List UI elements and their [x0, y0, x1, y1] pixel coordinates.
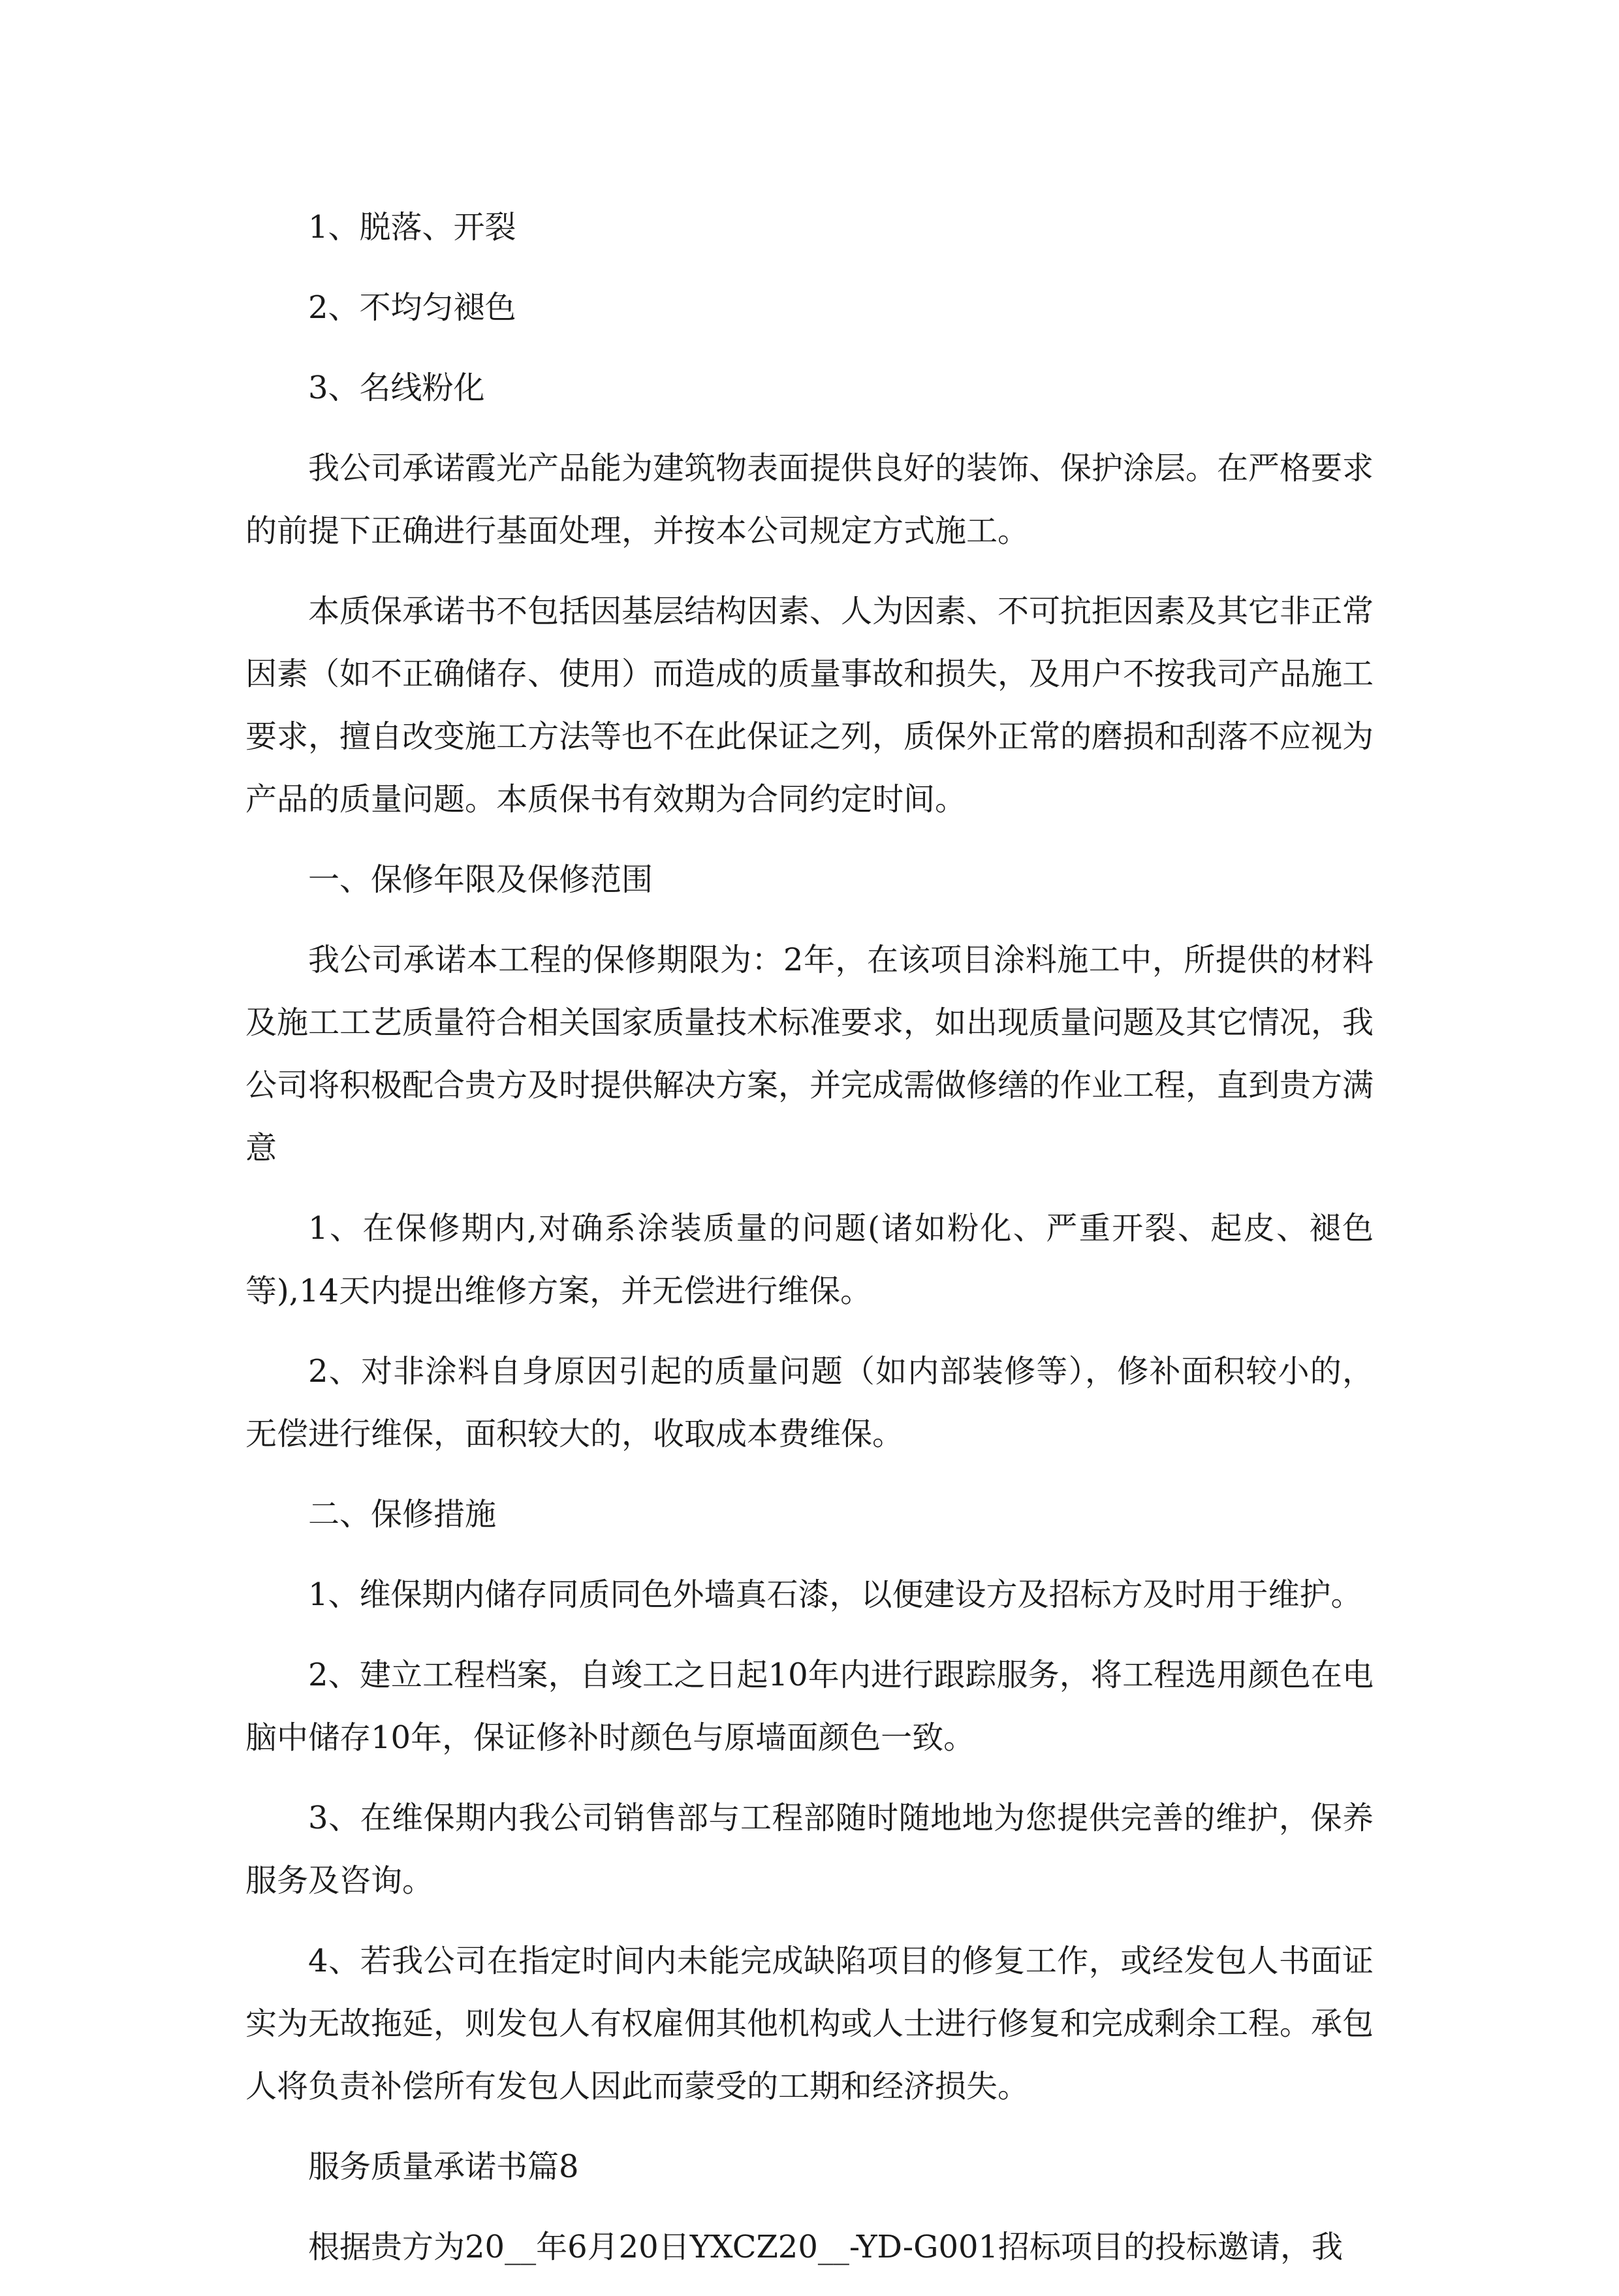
paragraph-warranty-period: 我公司承诺本工程的保修期限为：2年，在该项目涂料施工中，所提供的材料及施工工艺质量符合相关国家质量技术标准要求，如出现质量问题及其它情况，我公司将积极配合贵方及时提供解决方案，并完成需做修缮的作业工程，直到贵方满意: [245, 942, 1374, 1166]
paragraph-exclusions: 本质保承诺书不包括因基层结构因素、人为因素、不可抗拒因素及其它非正常因素（如不正确储存、使用）而造成的质量事故和损失，及用户不按我司产品施工要求，擅自改变施工方法等也不在此保证之列，质保外正常的磨损和刮落不应视为产品的质量问题。本质保书有效期为合同约定时间。: [245, 593, 1374, 818]
paragraph-measure-2: 2、建立工程档案，自竣工之日起10年内进行跟踪服务，将工程选用颜色在电脑中储存10年，保证修补时颜色与原墙面颜色一致。: [245, 1657, 1374, 1756]
paragraph-warranty-item-2: 2、对非涂料自身原因引起的质量问题（如内部装修等），修补面积较小的，无偿进行维保，面积较大的，收取成本费维保。: [245, 1353, 1374, 1452]
paragraph-measure-3: 3、在维保期内我公司销售部与工程部随时随地地为您提供完善的维护，保养服务及咨询。: [245, 1800, 1374, 1899]
section-heading-warranty-scope: 一、保修年限及保修范围: [308, 861, 653, 898]
paragraph-warranty-item-1: 1、在保修期内,对确系涂装质量的问题(诸如粉化、严重开裂、起皮、褪色等),14天内提出维修方案，并无偿进行维保。: [245, 1210, 1374, 1309]
paragraph-commitment: 我公司承诺霞光产品能为建筑物表面提供良好的装饰、保护涂层。在严格要求的前提下正确进行基面处理，并按本公司规定方式施工。: [245, 450, 1374, 549]
section-heading-warranty-measures: 二、保修措施: [308, 1496, 497, 1533]
paragraph-measure-4: 4、若我公司在指定时间内未能完成缺陷项目的修复工作，或经发包人书面证实为无故拖延，则发包人有权雇佣其他机构或人士进行修复和完成剩余工程。承包人将负责补偿所有发包人因此而蒙受的工期和经济损失。: [245, 1943, 1374, 2105]
section-heading-article-8: 服务质量承诺书篇8: [308, 2148, 579, 2185]
document-body: [245, 196, 1374, 2296]
paragraph-bid-invitation: 根据贵方为20__年6月20日YXCZ20__-YD-G001招标项目的投标邀请，我: [308, 2229, 1344, 2265]
paragraph-measure-1: 1、维保期内储存同质同色外墙真石漆，以便建设方及招标方及时用于维护。: [308, 1576, 1362, 1613]
list-item-chalking: 3、名线粉化: [308, 370, 485, 406]
list-item-peeling: 1、脱落、开裂: [308, 209, 516, 246]
list-item-uneven-fading: 2、不均匀褪色: [308, 289, 516, 326]
